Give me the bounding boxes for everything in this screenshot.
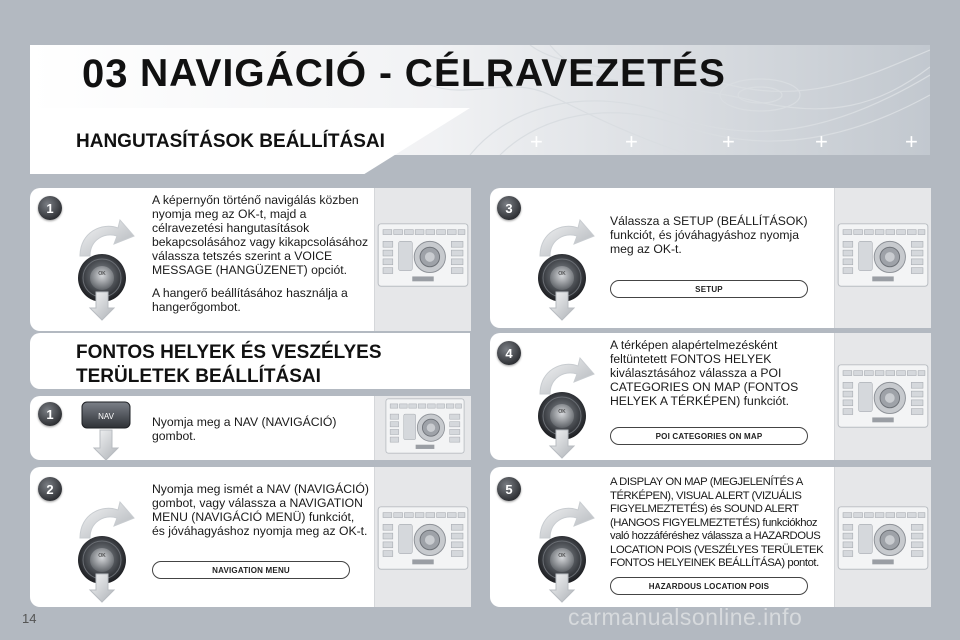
step-text [152,193,372,314]
svg-text:+: + [905,129,918,154]
radio-image-panel [374,188,471,331]
rotary-knob-icon [62,494,142,604]
step-badge: 4 [497,341,521,365]
radio-unit-icon [377,499,469,577]
menu-item-setup: SETUP [610,280,808,298]
svg-text:NAV: NAV [98,412,114,421]
rotary-knob-icon [62,212,142,322]
radio-image-panel [374,467,471,607]
step-badge: 2 [38,477,62,501]
radio-image-panel [374,396,471,460]
step-paragraph: A hangerő beállításához használja a hangerőgombot. [152,286,348,314]
radio-unit-icon [837,499,929,577]
rotary-knob-icon [522,494,602,604]
step-paragraph: A képernyőn történő navigálás közben nyomja meg az OK-t, majd a célravezetési hangutasítások bekapcsolásához vagy kikapcsolásához válassza tetszés szerint a VOICE MESSAGE (HANGÜZENET) opciót. [152,193,369,277]
rotary-knob-icon [522,212,602,322]
step-badge: 1 [38,196,62,220]
page-title: NAVIGÁCIÓ - CÉLRAVEZETÉS [140,52,726,95]
section-title-line: FONTOS HELYEK ÉS VESZÉLYES [76,342,382,363]
rotary-knob-icon [522,350,602,460]
step-badge: 1 [38,402,62,426]
nav-button-icon [78,400,134,462]
svg-text:+: + [530,129,543,154]
step-badge: 3 [497,196,521,220]
section-title-poi [76,341,382,389]
menu-item-hazardous-location-pois: HAZARDOUS LOCATION POIS [610,577,808,595]
svg-text:+: + [815,129,828,154]
step-text: Nyomja meg ismét a NAV (NAVIGÁCIÓ) gombot, vagy válassza a NAVIGATION MENU (NAVIGÁCIÓ MENÜ) funkciót, és jóváhagyáshoz nyomja meg az OK-t. [152,482,369,538]
svg-text:+: + [625,129,638,154]
radio-unit-icon [837,216,929,294]
radio-image-panel [834,333,931,460]
menu-item-navigation-menu: NAVIGATION MENU [152,561,350,579]
radio-image-panel [834,188,931,328]
radio-unit-icon [385,392,465,460]
step-text: A DISPLAY ON MAP (MEGJELENÍTÉS A TÉRKÉPEN), VISUAL ALERT (VIZUÁLIS FIGYELMEZTETÉS) és SOUND ALERT (HANGOS FIGYELMEZTETÉS) funkciókhoz való hozzáféréshez válassza a HAZARDOUS LOCATION POIS (VESZÉLYES TERÜLETEK FONTOS HELYEINEK BEÁLLÍTÁSA) pontot. [610,476,824,569]
step-text: Nyomja meg a NAV (NAVIGÁCIÓ) gombot. [152,415,337,443]
radio-image-panel [834,467,931,607]
menu-item-poi-categories: POI CATEGORIES ON MAP [610,427,808,445]
svg-text:+: + [722,129,735,154]
step-text: Válassza a SETUP (BEÁLLÍTÁSOK) funkciót, és jóváhagyáshoz nyomja meg az OK-t. [610,214,808,256]
step-badge: 5 [497,477,521,501]
radio-unit-icon [837,357,929,435]
section-title-line: TERÜLETEK BEÁLLÍTÁSAI [76,366,321,387]
radio-unit-icon [377,216,469,294]
watermark: carmanualsonline.info [568,604,803,630]
step-text: A térképen alapértelmezésként feltüntetett FONTOS HELYEK kiválasztásához válassza a POI CATEGORIES ON MAP (FONTOS HELYEK A TÉRKÉPEN) funkciót. [610,338,799,408]
section-title-voice: HANGUTASÍTÁSOK BEÁLLÍTÁSAI [76,131,385,152]
chapter-number: 03 [82,52,129,96]
page-number: 14 [22,611,37,626]
